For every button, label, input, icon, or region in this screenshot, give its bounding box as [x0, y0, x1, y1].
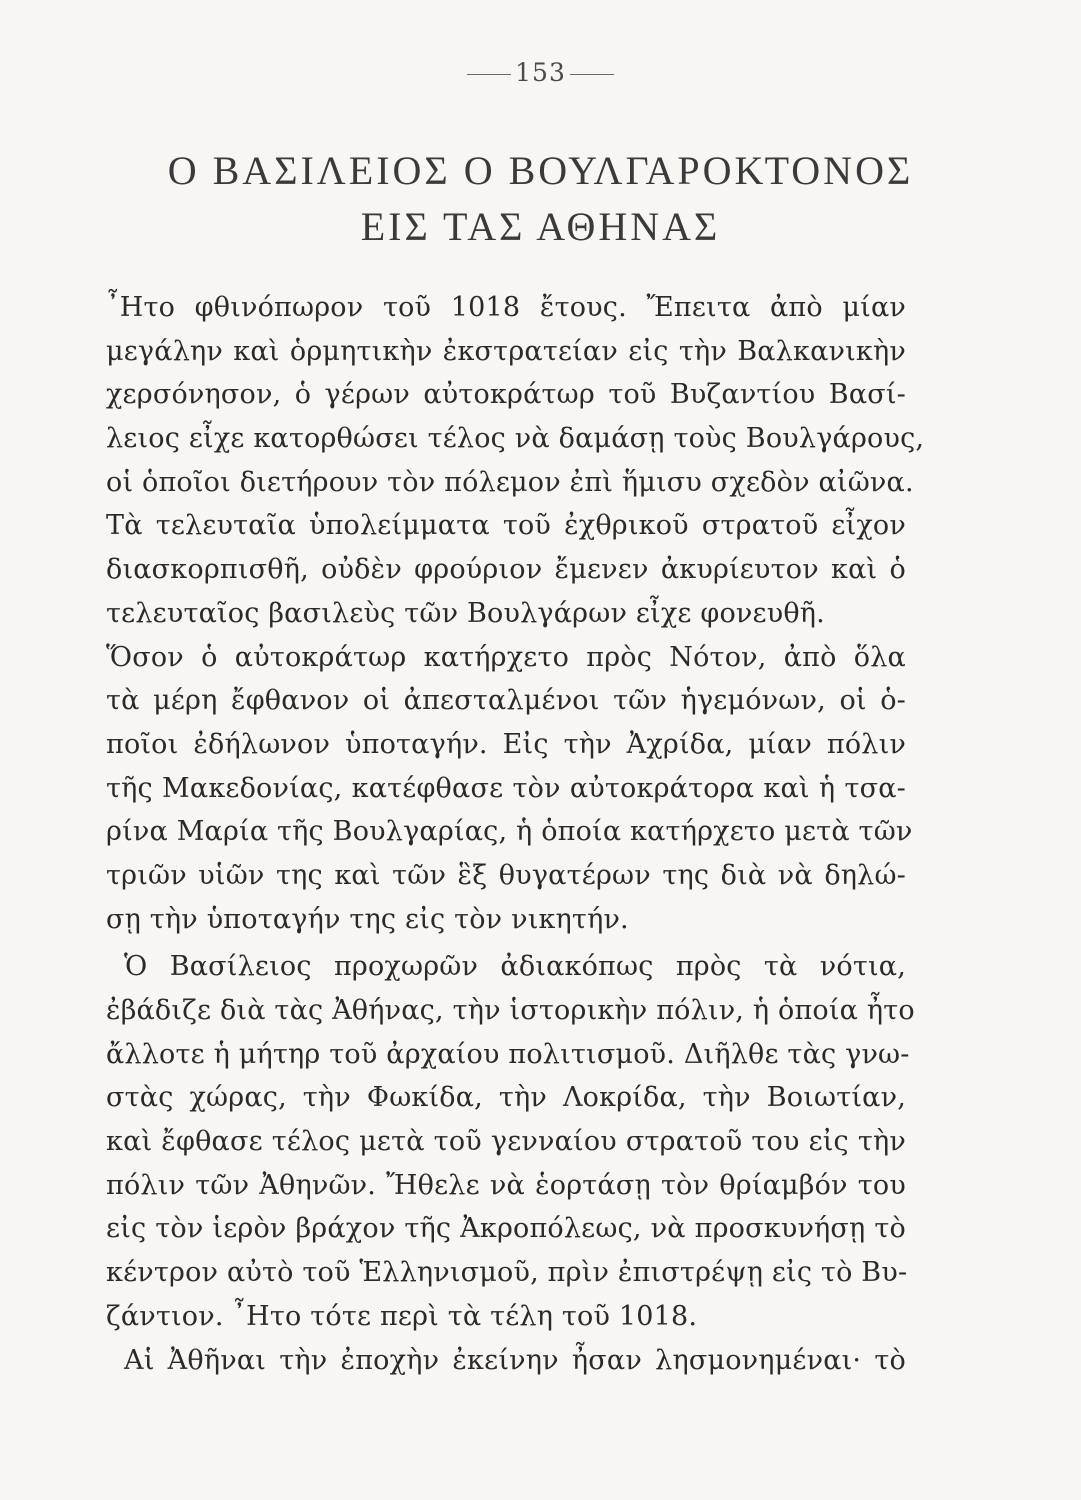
body-line: χερσόνησον, ὁ γέρων αὐτοκράτωρ τοῦ Βυζαντίου Βασί-: [106, 379, 906, 411]
body-line: Ὁ Βασίλειος προχωρῶν ἀδιακόπως πρὸς τὰ νότια,: [124, 951, 906, 983]
page-number-right-dash: [570, 74, 614, 75]
chapter-title-line-1: Ο ΒΑΣΙΛΕΙΟΣ Ο ΒΟΥΛΓΑΡΟΚΤΟΝΟΣ: [167, 148, 914, 193]
body-line: ποῖοι ἐδήλωνον ὑποταγήν. Εἰς τὴν Ἀχρίδα, μίαν πόλιν: [106, 728, 906, 760]
body-line: ῏Ητο φθινόπωρον τοῦ 1018 ἔτους. Ἔπειτα ἀπὸ μίαν: [106, 292, 906, 323]
body-line: ἄλλοτε ἡ μήτηρ τοῦ ἀρχαίου πολιτισμοῦ. Διῆλθε τὰς γνω-: [106, 1038, 910, 1070]
body-line: διασκορπισθῆ, οὐδὲν φρούριον ἔμενεν ἀκυρίευτον καὶ ὁ: [106, 554, 906, 586]
body-line: τῆς Μακεδονίας, κατέφθασε τὸν αὐτοκράτορα καὶ ἡ τσα-: [106, 772, 906, 804]
body-line: κέντρον αὐτὸ τοῦ Ἑλληνισμοῦ, πρὶν ἐπιστρέψῃ εἰς τὸ Βυ-: [106, 1257, 908, 1289]
body-line: σῃ τὴν ὑποταγήν της εἰς τὸν νικητήν.: [106, 903, 629, 935]
body-line: μεγάλην καὶ ὁρμητικὴν ἐκστρατείαν εἰς τὴν Βαλκανικὴν: [106, 335, 906, 367]
body-line: πόλιν τῶν Ἀθηνῶν. Ἤθελε νὰ ἑορτάσῃ τὸν θρίαμβόν του: [106, 1169, 906, 1201]
body-line: καὶ ἔφθασε τέλος μετὰ τοῦ γενναίου στρατοῦ του εἰς τὴν: [106, 1126, 906, 1158]
body-line: οἱ ὁποῖοι διετήρουν τὸν πόλεμον ἐπὶ ἥμισυ σχεδὸν αἰῶνα.: [106, 466, 914, 498]
body-line: τελευταῖος βασιλεὺς τῶν Βουλγάρων εἶχε φονευθῆ.: [106, 597, 825, 629]
body-line: Ὅσον ὁ αὐτοκράτωρ κατήρχετο πρὸς Νότον, ἀπὸ ὅλα: [106, 641, 906, 673]
page-number: [0, 58, 1081, 87]
body-line: εἰς τὸν ἱερὸν βράχον τῆς Ἀκροπόλεως, νὰ προσκυνήσῃ τὸ: [106, 1213, 906, 1245]
body-line: Αἱ Ἀθῆναι τὴν ἐποχὴν ἐκείνην ἦσαν λησμονημέναι· τὸ: [124, 1344, 906, 1376]
body-line: τὰ μέρη ἔφθανον οἱ ἀπεσταλμένοι τῶν ἡγεμόνων, οἱ ὁ-: [106, 685, 906, 717]
body-line: τριῶν υἱῶν της καὶ τῶν ἓξ θυγατέρων της διὰ νὰ δηλώ-: [106, 859, 906, 891]
body-line: στὰς χώρας, τὴν Φωκίδα, τὴν Λοκρίδα, τὴν Βοιωτίαν,: [106, 1082, 906, 1114]
body-text: [106, 286, 925, 1382]
chapter-title-line-2: ΕΙΣ ΤΑΣ ΑΘΗΝΑΣ: [360, 204, 721, 249]
body-line: Τὰ τελευταῖα ὑπολείμματα τοῦ ἐχθρικοῦ στρατοῦ εἶχον: [106, 510, 906, 542]
page-number-left-dash: [467, 74, 511, 75]
body-line: ρίνα Μαρία τῆς Βουλγαρίας, ἡ ὁποία κατήρχετο μετὰ τῶν: [106, 816, 913, 848]
page-number-text: 153: [515, 58, 566, 87]
body-line: ζάντιον. ῏Ητο τότε περὶ τὰ τέλη τοῦ 1018.: [106, 1300, 698, 1332]
body-line: ἐβάδιζε διὰ τὰς Ἀθήνας, τὴν ἱστορικὴν πόλιν, ἡ ὁποία ἦτο: [106, 995, 915, 1026]
body-line: λειος εἶχε κατορθώσει τέλος νὰ δαμάσῃ τοὺς Βουλγάρους,: [106, 423, 925, 455]
